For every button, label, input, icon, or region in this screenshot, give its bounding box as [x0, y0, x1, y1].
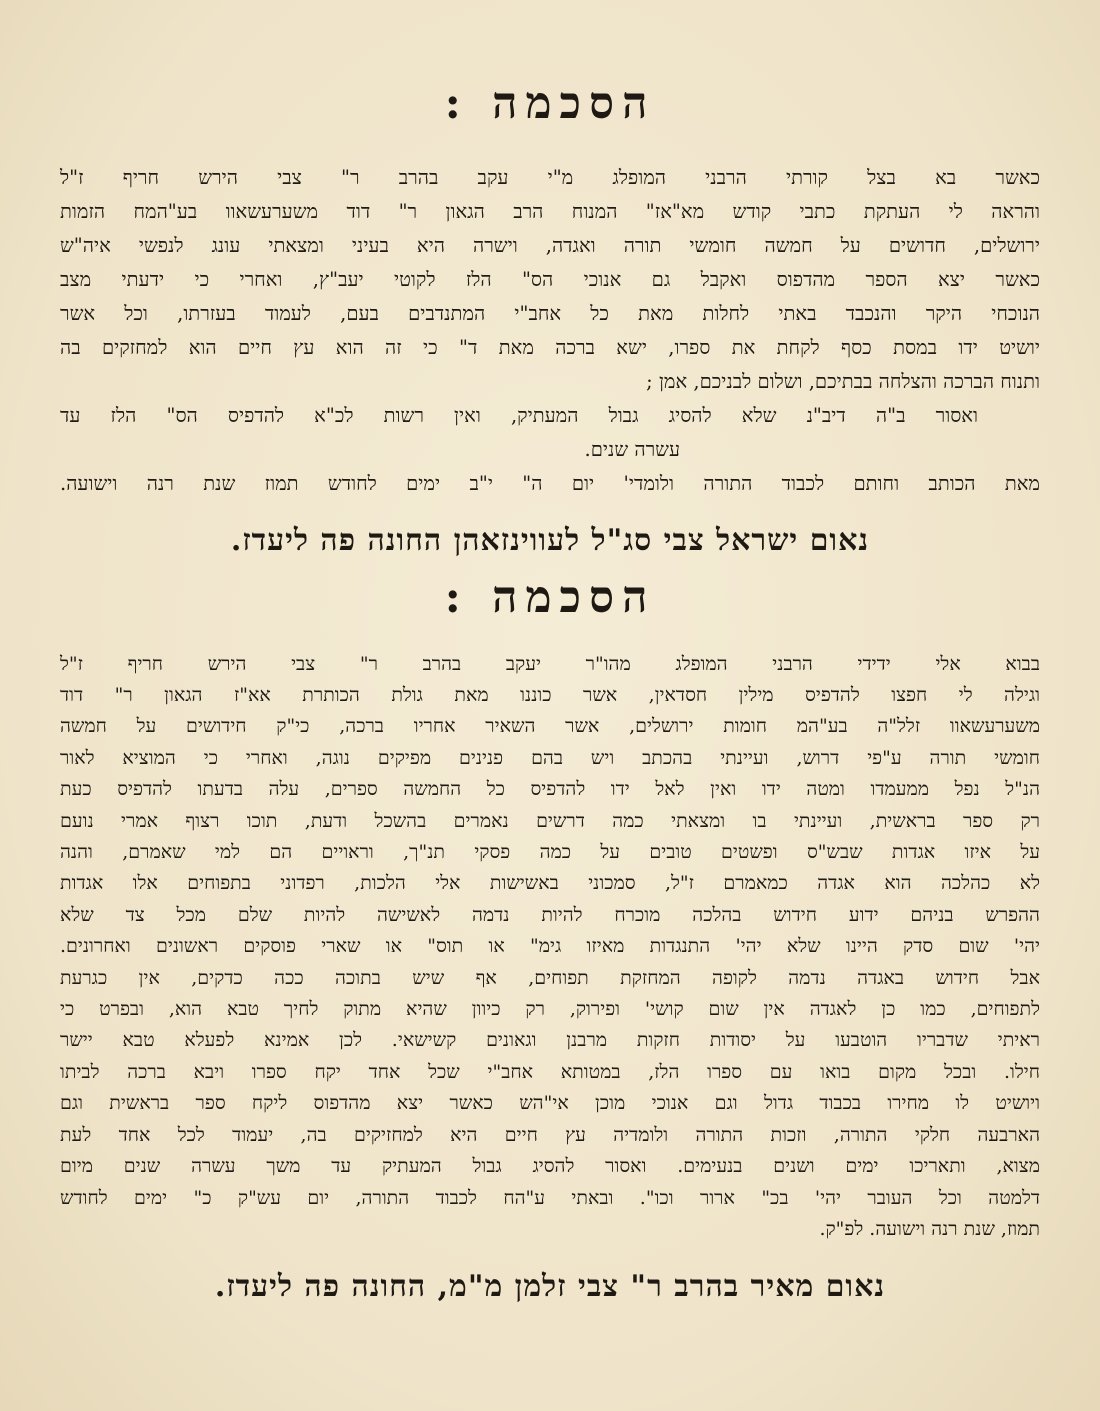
text-line: מאת הכותב וחותם לכבוד התורה ולומדי' יום ה" י"ב ימים לחודש תמוז שנת רנה וישועה.	[60, 471, 1040, 495]
text-line: רק ספר בראשית, ועיינתי בו ומצאתי כמה דרשים נאמרים בהשכל ודעת, תוכו רצוף אמרי נועם	[60, 809, 1040, 832]
text-line: כאשר יצא הספר מהדפוס ואקבל גם אנוכי הס" הלז לקוטי יעב"ץ, ואחרי כי ידעתי מצב	[60, 267, 1040, 291]
text-line: עשרה שנים.	[584, 437, 680, 461]
text-line: הנוכחי היקר והנכבד באתי לחלות מאת כל אחב"י המתנדבים בעם, לעמוד בעזרתו, וכל אשר	[60, 301, 1040, 325]
signature: נאום ישראל צבי סג"ל לעווינזאהן החונה פה ליעדז.	[230, 522, 870, 558]
text-line: חומשי תורה ע"פי דרוש, ועיינתי בהכתב ויש בהם פנינים מפיקים נוגה, ואחרי כי המוציא לאור	[60, 746, 1040, 769]
text-line: על איזו אגדות שבש"ס ופשטים טובים על כמה פסקי תנ"ך, וראויים הם למי שאמרם, והנה	[60, 841, 1040, 864]
text-line: ותנוח הברכה והצלחה בבתיכם, ושלום לבניכם, אמן ;	[646, 369, 1040, 393]
approval-heading: הסכמה :	[444, 78, 656, 129]
approval-second	[60, 572, 1040, 1307]
text-line: דלמטה וכל העובר יהי' בכ" ארור וכו". ובאתי ע"הח לכבוד התורה, יום עש"ק כ" ימים לחודש	[60, 1186, 1040, 1209]
text-line: יושיט ידו במסת כסף לקחת את ספרו, ישא ברכה מאת ד" כי זה הוא עץ חיים הוא למחזקים בה	[60, 335, 1040, 359]
text-line: הארבעה חלקי התורה, וזכות התורה ולומדיה עץ חיים היא למחזיקים בה, יעמוד לכל אחד לעת	[60, 1123, 1040, 1146]
text-line: תמוז, שנת רנה וישועה. לפ"ק.	[819, 1217, 1040, 1240]
text-line: הנ"ל נפל ממעמדו ומטה ידו ואין לאל ידו להדפיס כל החמשה ספרים, עלה בדעתו להדפיס כעת	[60, 778, 1040, 801]
text-line: כאשר בא בצל קורתי הרבני המופלג מ"י עקב בהרב ר" צבי הירש חריף ז"ל	[60, 165, 1040, 189]
text-line: ראיתי שדבריו הוטבעו על יסודות חזקות מרבנן וגאונים קשישאי. לכן אמינא לפעלא טבא יישר	[60, 1029, 1040, 1052]
text-line: ויושיט לו מחירו בכבוד גדול וגם אנוכי מוכן אי"הש כאשר יצא מהדפוס ליקח ספר בראשית וגם	[60, 1092, 1040, 1115]
approval-body	[60, 649, 1040, 1246]
text-line: יהי' שום סדק היינו שלא יהי' התנגדות מאיזו גימ" או תוס" או שארי פוסקים ראשונים ואחרונים.	[60, 935, 1040, 958]
text-line: בבוא אלי ידידי הרבני המופלג מהו"ר יעקב בהרב ר" צבי הירש חריף ז"ל	[60, 652, 1040, 675]
text-line: ההפרש בניהם ידוע חידוש בהלכה מוכרח להיות נדמה לאשישה להיות שלם מכל צד שלא	[60, 903, 1040, 926]
text-line: וגילה לי חפצו להדפיס מילין חסדאין, אשר כוננו מאת גולת הכותרת אא"ז הגאון ר" דוד	[60, 684, 1040, 706]
text-line: והראה לי העתקת כתבי קודש מא"אז" המנוח הרב הגאון ר" דוד משערעשאוו בע"המח הזמות	[60, 199, 1040, 223]
text-line: לתפוחים, כמו כן לאגדה אין שום קושי' ופירוק, רק כיוון שהיא מתוק לחיך טבא הוא, ובפרט כי	[60, 998, 1040, 1021]
text-line: אבל חידוש באגדה נדמה לקופה המחזקת תפוחים, אף שיש בתוכה ככה כדקים, אין כגרעת	[60, 966, 1040, 989]
approval-heading: הסכמה :	[444, 571, 656, 623]
text-line: ואסור ב"ה דיב"נ שלא להסיג גבול המעתיק, ואין רשות לכ"א להדפיס הס" הלז עד	[60, 403, 978, 427]
text-line: ירושלים, חדושים על חמשה חומשי תורה ואגדה, וישרה היא בעיני ומצאתי עונג לנפשי איה"ש	[60, 233, 1040, 257]
text-line: לא כהלכה הוא אגדה כמאמרם ז"ל, סמכוני באשישות אלי הלכות, רפדוני בתפוחים אלו אגדות	[60, 872, 1040, 895]
approval-first	[60, 78, 1040, 560]
text-line: חילו. ובכל מקום בואו עם ספרו הלז, במטותא אחב"י שכל אחד יקח ספרו ויבא ברכה לביתו	[60, 1060, 1040, 1083]
signature: נאום מאיר בהרב ר" צבי זלמן מ"מ, החונה פה ליעדז.	[214, 1269, 886, 1305]
text-line: משערעשאוו זלל"ה בע"המ חומות ירושלים, אשר השאיר אחריו ברכה, כי"ק חידושים על חמשה	[60, 715, 1040, 738]
text-line: מצוא, ותאריכו ימים ושנים בנעימים. ואסור להסיג גבול המעתיק עד משך עשרה שנים מיום	[60, 1155, 1040, 1178]
approval-body	[60, 161, 1040, 501]
